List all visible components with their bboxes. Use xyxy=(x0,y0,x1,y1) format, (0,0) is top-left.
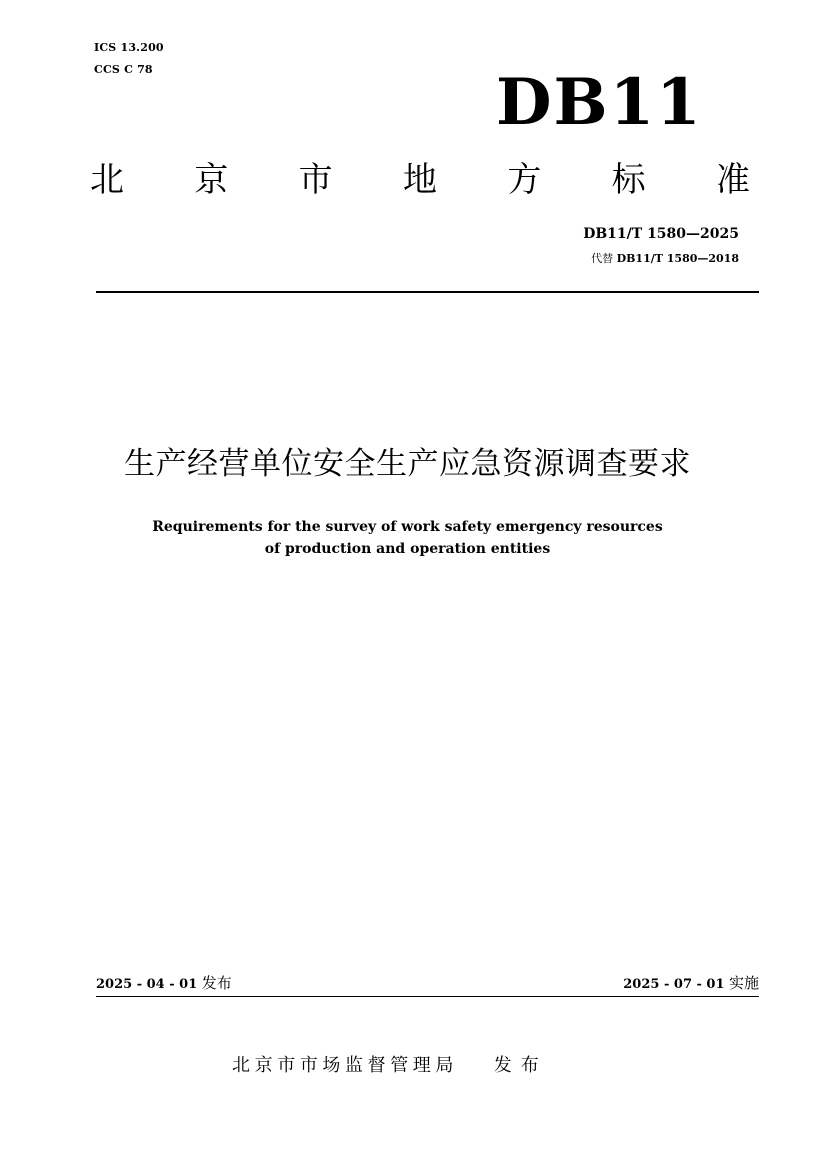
ccs-code: CCS C 78 xyxy=(94,63,153,76)
standard-type-char: 北 xyxy=(90,160,124,200)
db11-logo: DB11 xyxy=(496,65,703,140)
issuing-authority xyxy=(232,1052,548,1080)
replaced-standard-number: DB11/T 1580—2018 xyxy=(616,252,739,265)
implement-label: 实施 xyxy=(728,974,759,992)
replaces-label: 代替 xyxy=(591,252,614,265)
standard-type-char: 标 xyxy=(611,160,646,200)
issuer-action: 发布 xyxy=(493,1055,548,1076)
publish-label: 发布 xyxy=(201,974,232,992)
ics-code: ICS 13.200 xyxy=(94,41,164,54)
publish-date-line xyxy=(96,973,232,995)
replaces-line xyxy=(591,250,739,266)
standard-type-char: 地 xyxy=(402,160,437,200)
standard-type-char: 方 xyxy=(507,160,542,200)
standard-type-char: 准 xyxy=(715,160,750,200)
implement-date-line xyxy=(623,973,759,995)
title-english-line-2: of production and operation entities xyxy=(264,541,551,557)
standard-number: DB11/T 1580—2025 xyxy=(583,226,739,242)
standard-type-char: 市 xyxy=(298,160,333,200)
implement-date: 2025 - 07 - 01 xyxy=(623,977,725,992)
standard-type-char: 京 xyxy=(194,160,229,200)
document-title-chinese: 生产经营单位安全生产应急资源调查要求 xyxy=(124,446,691,482)
header-divider xyxy=(96,291,759,293)
issuer-organization: 北京市市场监督管理局 xyxy=(232,1055,458,1076)
publish-date: 2025 - 04 - 01 xyxy=(96,977,198,992)
footer-divider xyxy=(96,996,759,997)
title-english-line-1: Requirements for the survey of work safety emergency resources xyxy=(152,519,663,535)
document-title-english xyxy=(0,516,815,560)
standard-type-heading xyxy=(90,158,750,202)
